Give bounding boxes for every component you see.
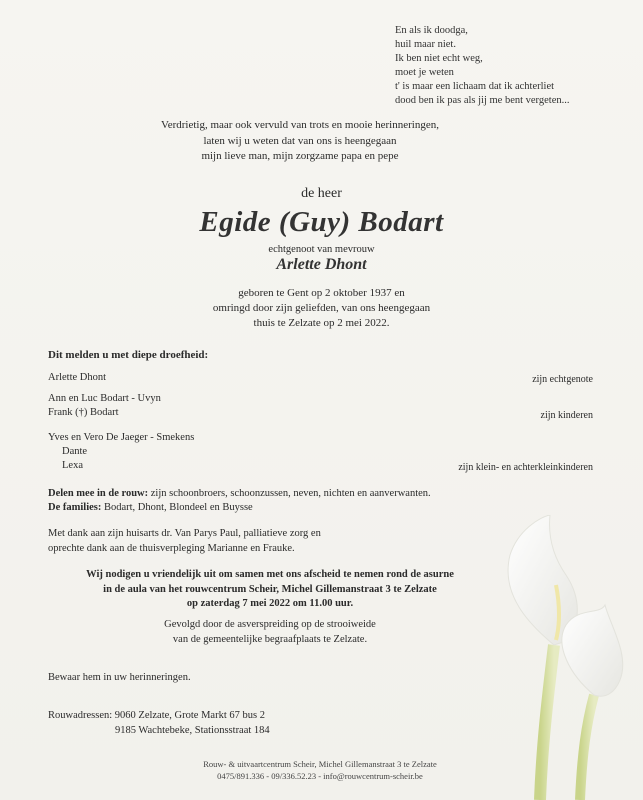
invitation-text xyxy=(60,568,480,612)
role-spouse: zijn echtgenote xyxy=(532,374,593,385)
family-grandchildren-parents: Yves en Vero De Jaeger - Smekens xyxy=(48,432,195,443)
birth-death-info xyxy=(0,286,643,331)
family-grandchild: Lexa xyxy=(62,460,83,471)
address-1: 9060 Zelzate, Grote Markt 67 bus 2 xyxy=(112,710,265,721)
footer-line: 0475/891.336 - 09/336.52.23 - info@rouwcentrum-scheir.be xyxy=(217,771,423,781)
intro-text xyxy=(120,118,480,165)
announce-heading: Dit melden u met diepe droefheid: xyxy=(48,349,209,361)
role-children: zijn kinderen xyxy=(540,410,593,421)
family-child: Ann en Luc Bodart - Uvyn xyxy=(48,393,161,404)
spouse-label: echtgenoot van mevrouw xyxy=(268,244,375,255)
invitation-line: op zaterdag 7 mei 2022 om 11.00 uur. xyxy=(186,598,354,609)
born-line: omringd door zijn geliefden, van ons heengegaan xyxy=(212,302,431,314)
poem-line: moet je weten xyxy=(395,67,454,78)
families-label: De families: xyxy=(48,502,102,513)
born-line: thuis te Zelzate op 2 mei 2022. xyxy=(253,317,390,329)
invitation-line: in de aula van het rouwcentrum Scheir, Michel Gillemanstraat 3 te Zelzate xyxy=(103,583,437,595)
addresses xyxy=(48,708,270,738)
intro-line: laten wij u weten dat van ons is heengegaan xyxy=(203,134,397,147)
poem-line: En als ik doodga, xyxy=(395,25,468,36)
invitation-line: Wij nodigen u vriendelijk uit om samen met ons afscheid te nemen rond de asurne xyxy=(86,569,454,580)
followed-text xyxy=(60,618,480,647)
intro-line: Verdrietig, maar ook vervuld van trots en mooie herinneringen, xyxy=(161,119,439,131)
title-prefix: de heer xyxy=(301,186,342,201)
remember-text: Bewaar hem in uw herinneringen. xyxy=(48,672,191,683)
poem-line: dood ben ik pas als jij me bent vergeten... xyxy=(395,95,570,106)
mourning-line xyxy=(48,486,431,501)
families-line xyxy=(48,500,253,515)
deceased-name: Egide (Guy) Bodart xyxy=(199,206,444,238)
born-line: geboren te Gent op 2 oktober 1937 en xyxy=(238,287,405,299)
families-text: Bodart, Dhont, Blondeel en Buysse xyxy=(101,502,253,513)
addresses-label: Rouwadressen: xyxy=(48,710,113,721)
followed-line: Gevolgd door de asverspreiding op de strooiweide xyxy=(164,619,376,630)
address-line-1 xyxy=(48,708,270,723)
address-line-2: 9185 Wachtebeke, Stationsstraat 184 xyxy=(115,725,270,736)
mourning-text: zijn schoonbroers, schoonzussen, neven, nichten en aanverwanten. xyxy=(148,488,431,499)
intro-line: mijn lieve man, mijn zorgzame papa en pepe xyxy=(201,150,399,162)
mourning-label: Delen mee in de rouw: xyxy=(48,488,149,499)
poem-line: huil maar niet. xyxy=(395,39,456,50)
poem xyxy=(395,24,569,108)
poem-line: Ik ben niet echt weg, xyxy=(395,53,483,64)
family-child: Frank (†) Bodart xyxy=(48,407,119,418)
spouse-name: Arlette Dhont xyxy=(276,256,367,273)
family-spouse: Arlette Dhont xyxy=(48,372,107,383)
thanks-line: Met dank aan zijn huisarts dr. Van Parys Paul, palliatieve zorg en xyxy=(48,528,321,539)
thanks-text xyxy=(48,526,321,556)
role-grandchildren: zijn klein- en achterkleinkinderen xyxy=(458,462,593,473)
thanks-line: oprechte dank aan de thuisverpleging Marianne en Frauke. xyxy=(48,543,295,554)
family-grandchild: Dante xyxy=(62,446,88,457)
followed-line: van de gemeentelijke begraafplaats te Zelzate. xyxy=(172,633,368,645)
poem-line: t' is maar een lichaam dat ik achterliet xyxy=(395,81,555,92)
funeral-home-footer xyxy=(130,758,510,782)
footer-line: Rouw- & uitvaartcentrum Scheir, Michel Gillemanstraat 3 te Zelzate xyxy=(203,759,437,769)
